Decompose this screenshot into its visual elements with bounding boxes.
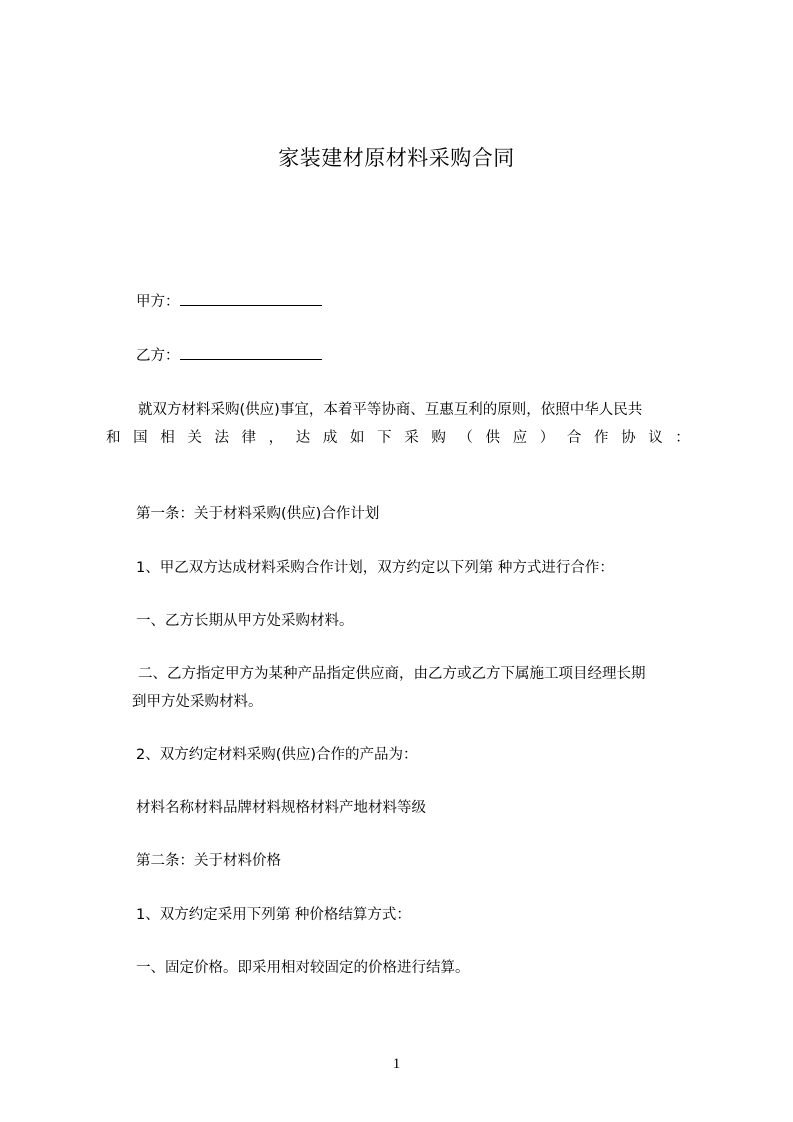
option-2-line-1: 二、乙方指定甲方为某种产品指定供应商，由乙方或乙方下属施工项目经理长期 xyxy=(138,666,646,682)
intro-line-2-char: 成 xyxy=(322,430,338,446)
party-b-line xyxy=(136,345,322,366)
intro-line-2-char: 购 xyxy=(431,430,446,446)
party-a-line xyxy=(136,291,322,312)
intro-line-2-char: ， xyxy=(268,430,284,446)
intro-line-2-char: 相 xyxy=(160,430,175,446)
intro-line-2-char: 合 xyxy=(566,430,582,446)
intro-line-2-char: 和 xyxy=(106,430,121,446)
intro-line-2-char: （ xyxy=(458,430,473,446)
intro-line-2-char: 达 xyxy=(295,430,311,446)
product-fields: 材料名称材料品牌材料规格材料产地材料等级 xyxy=(136,800,426,816)
intro-line-2-char: 协 xyxy=(621,430,636,446)
intro-line-2-char: 如 xyxy=(349,430,365,446)
clause-1-1: 1、甲乙双方达成材料采购合作计划，双方约定以下列第 种方式进行合作： xyxy=(136,560,614,576)
intro-line-2-char: 法 xyxy=(214,430,229,446)
option-2-line-2: 到甲方处采购材料。 xyxy=(132,694,263,710)
clause-1-2: 2、双方约定材料采购(供应)合作的产品为： xyxy=(136,747,418,763)
party-a-blank xyxy=(180,291,322,306)
intro-line-2-char: 下 xyxy=(377,430,392,446)
intro-line-1: 就双方材料采购(供应)事宜，本着平等协商、互惠互利的原则，依照中华人民共 xyxy=(138,402,643,418)
intro-line-2-char: 关 xyxy=(187,430,202,446)
intro-line-2-char: 应 xyxy=(512,430,528,446)
intro-line-2-char: 作 xyxy=(593,430,609,446)
intro-line-2 xyxy=(106,424,690,452)
intro-line-2-char: ） xyxy=(539,430,555,446)
article-2-heading: 第二条：关于材料价格 xyxy=(136,853,281,869)
clause-2-1: 1、双方约定采用下列第 种价格结算方式： xyxy=(136,907,411,923)
page-number: 1 xyxy=(392,1056,401,1072)
intro-line-2-char: 议 xyxy=(648,430,663,446)
intro-paragraph xyxy=(106,396,700,452)
intro-line-2-char: 采 xyxy=(404,430,419,446)
intro-line-2-char: 国 xyxy=(133,430,148,446)
document-title: 家装建材原材料采购合同 xyxy=(278,146,515,170)
intro-line-2-char: ： xyxy=(675,430,690,446)
party-a-label: 甲方： xyxy=(136,294,180,310)
price-option-1: 一、固定价格。即采用相对较固定的价格进行结算。 xyxy=(136,960,470,976)
article-1-heading: 第一条：关于材料采购(供应)合作计划 xyxy=(136,506,380,522)
party-b-label: 乙方： xyxy=(136,348,180,364)
option-1: 一、乙方长期从甲方处采购材料。 xyxy=(136,613,354,629)
intro-line-2-char: 律 xyxy=(241,430,257,446)
option-2-paragraph xyxy=(106,660,700,716)
party-b-blank xyxy=(180,345,322,360)
intro-line-2-char: 供 xyxy=(485,430,501,446)
